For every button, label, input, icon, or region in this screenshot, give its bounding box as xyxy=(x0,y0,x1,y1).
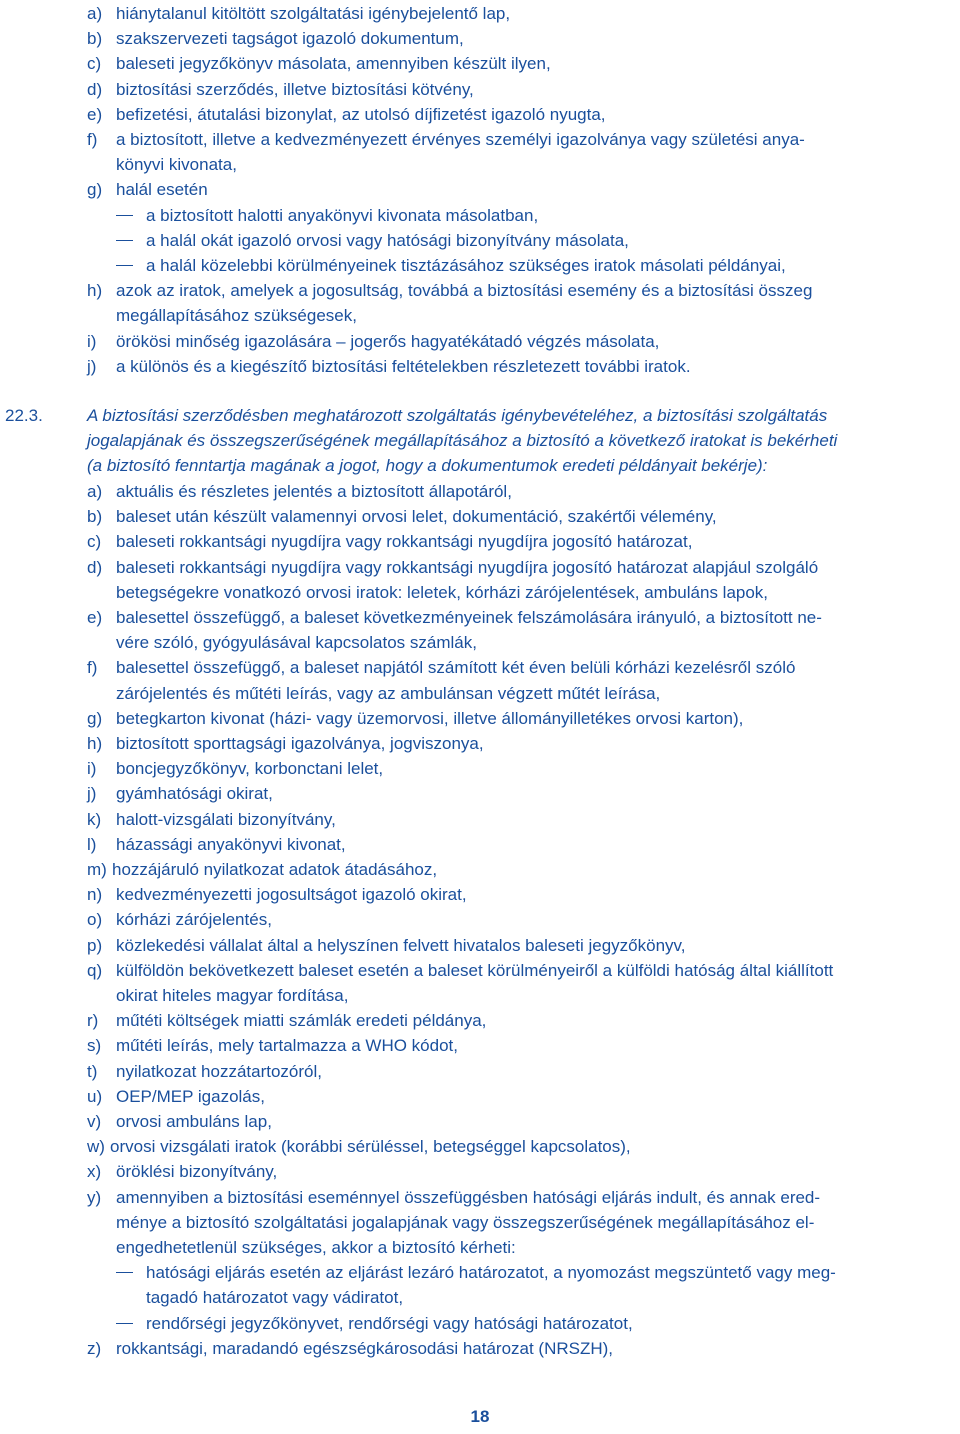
list-item-label: h) xyxy=(87,281,103,301)
list-item-label: v) xyxy=(87,1112,102,1131)
list-item-text: biztosított sporttagsági igazolványa, jogviszonya, xyxy=(116,734,484,753)
list-item-label: h) xyxy=(87,734,103,753)
list-item-text: aktuális és részletes jelentés a biztosított állapotáról, xyxy=(116,482,512,501)
list-item-label: i) xyxy=(87,759,97,779)
list-item-text: baleset után készült valamennyi orvosi lelet, dokumentáció, szakértői vélemény, xyxy=(116,507,717,527)
list-item-text: közlekedési vállalat által a helyszínen felvett hivatalos baleseti jegyzőkönyv, xyxy=(116,935,686,955)
list-item-label: l) xyxy=(87,834,97,854)
list-item-text: orvosi ambuláns lap, xyxy=(116,1112,272,1131)
list-item-label: m) xyxy=(87,860,107,879)
dash-bullet xyxy=(116,265,133,266)
list-item-text: megállapításához szükségesek, xyxy=(116,306,357,326)
list-item-label: p) xyxy=(87,935,103,955)
list-item-label: k) xyxy=(87,809,102,829)
list-item-label: a) xyxy=(87,482,103,501)
list-item-text: biztosítási szerződés, illetve biztosítási kötvény, xyxy=(116,79,474,99)
list-item-text: a biztosított halotti anyakönyvi kivonata másolatban, xyxy=(146,205,539,225)
list-item-text: okirat hiteles magyar fordítása, xyxy=(116,986,349,1005)
list-item-label: d) xyxy=(87,557,103,577)
list-item-label: c) xyxy=(87,532,102,552)
list-item-label: g) xyxy=(87,180,103,200)
list-item-text: hatósági eljárás esetén az eljárást lezáró határozatot, a nyomozást megszüntető vagy meg- xyxy=(146,1263,836,1283)
list-item-text: baleseti rokkantsági nyugdíjra vagy rokkantsági nyugdíjra jogosító határozat alapjául szolgáló xyxy=(116,557,819,577)
list-item-text: OEP/MEP igazolás, xyxy=(116,1086,265,1106)
list-item-text: balesettel összefüggő, a baleset napjától számított két éven belüli kórházi kezelésről szóló xyxy=(116,658,796,678)
list-item-label: u) xyxy=(87,1086,103,1106)
list-item-label: s) xyxy=(87,1036,102,1056)
list-item-text: rokkantsági, maradandó egészségkárosodási határozat (NRSZH), xyxy=(116,1338,614,1358)
dash-bullet xyxy=(116,240,133,241)
list-item-text: a halál okát igazoló orvosi vagy hatósági bizonyítvány másolata, xyxy=(146,230,629,250)
list-item-label: w) xyxy=(87,1137,105,1157)
intro-line: jogalapjának és összegszerűségének megállapításához a biztosító a következő iratokat is bekérheti xyxy=(87,431,838,451)
list-item-text: baleseti jegyzőkönyv másolata, amennyiben készült ilyen, xyxy=(116,54,551,74)
list-item-label: t) xyxy=(87,1061,98,1081)
list-item-label: z) xyxy=(87,1338,102,1358)
list-item-label: o) xyxy=(87,910,103,930)
list-item-label: q) xyxy=(87,960,103,980)
list-item-label: n) xyxy=(87,885,103,905)
list-item-text: boncjegyzőkönyv, korbonctani lelet, xyxy=(116,759,384,779)
list-item-text: ménye a biztosító szolgáltatási jogalapjának vagy összegszerűségének megállapításához el- xyxy=(116,1212,815,1232)
list-item-text: házassági anyakönyvi kivonat, xyxy=(116,834,346,854)
list-item-text: a biztosított, illetve a kedvezményezett érvényes személyi igazolványa vagy születési anya- xyxy=(116,130,805,149)
list-item-label: j) xyxy=(87,356,97,376)
list-item-text: zárójelentés és műtéti leírás, vagy az ambulánsan végzett műtét leírása, xyxy=(116,683,661,703)
list-item-text: halál esetén xyxy=(116,180,208,200)
list-item-label: i) xyxy=(87,331,97,351)
list-item-text: engedhetetlenül szükséges, akkor a biztosító kérheti: xyxy=(116,1238,516,1257)
section-number: 22.3. xyxy=(5,406,43,425)
list-item-text: betegségekre vonatkozó orvosi iratok: leletek, kórházi zárójelentések, ambuláns lapok, xyxy=(116,582,769,602)
list-item-text: műtéti leírás, mely tartalmazza a WHO kódot, xyxy=(116,1036,458,1056)
list-item-label: j) xyxy=(87,784,97,804)
list-item-text: baleseti rokkantsági nyugdíjra vagy rokkantsági nyugdíjra jogosító határozat, xyxy=(116,532,693,552)
intro-line: A biztosítási szerződésben meghatározott szolgáltatás igénybevételéhez, a biztosítási szolgáltatás xyxy=(87,406,828,425)
list-item-text: amennyiben a biztosítási eseménnyel összefüggésben hatósági eljárás indult, és annak ered- xyxy=(116,1187,821,1207)
list-item-label: r) xyxy=(87,1011,99,1031)
list-item-text: öröklési bizonyítvány, xyxy=(116,1162,278,1182)
list-item-text: tagadó határozatot vagy vádiratot, xyxy=(146,1288,404,1308)
list-item-label: y) xyxy=(87,1187,102,1207)
list-item-text: orvosi vizsgálati iratok (korábbi sérüléssel, betegséggel kapcsolatos), xyxy=(110,1137,631,1157)
list-item-text: vére szóló, gyógyulásával kapcsolatos számlák, xyxy=(116,633,477,653)
list-item-text: örökösi minőség igazolására – jogerős hagyatékátadó végzés másolata, xyxy=(116,331,660,351)
page-number: 18 xyxy=(470,1407,490,1426)
section-intro xyxy=(87,403,959,479)
list-item-label: f) xyxy=(87,658,98,678)
list-item-label: a) xyxy=(87,4,103,23)
list-item-text: betegkarton kivonat (házi- vagy üzemorvosi, illetve állományilletékes orvosi karton), xyxy=(116,708,744,728)
intro-line: (a biztosító fenntartja magának a jogot, hogy a dokumentumok eredeti példányait bekérje): xyxy=(87,456,768,476)
list-item-label: e) xyxy=(87,104,103,124)
list-item-text: hiánytalanul kitöltött szolgáltatási igénybejelentő lap, xyxy=(116,4,511,23)
list-item-label: g) xyxy=(87,708,103,728)
list-item-label: e) xyxy=(87,608,103,627)
list-item-text: hozzájáruló nyilatkozat adatok átadásához, xyxy=(112,860,438,879)
list-item-label: d) xyxy=(87,79,103,99)
list-item-text: nyilatkozat hozzátartozóról, xyxy=(116,1061,322,1081)
list-item-label: c) xyxy=(87,54,102,74)
dash-bullet xyxy=(116,1272,133,1273)
list-item-text: befizetési, átutalási bizonylat, az utolsó díjfizetést igazoló nyugta, xyxy=(116,104,606,124)
dash-bullet xyxy=(116,215,133,216)
list-item-text: a különös és a kiegészítő biztosítási feltételekben részletezett további iratok. xyxy=(116,356,691,376)
list-item-text: a halál közelebbi körülményeinek tisztázásához szükséges iratok másolati példányai, xyxy=(146,256,786,275)
list-item-text: külföldön bekövetkezett baleset esetén a baleset körülményeiről a külföldi hatóság által kiállított xyxy=(116,960,834,980)
list-item-text: rendőrségi jegyzőkönyvet, rendőrségi vagy hatósági határozatot, xyxy=(146,1313,633,1333)
list-item-text: kedvezményezetti jogosultságot igazoló okirat, xyxy=(116,885,467,905)
list-item-text: műtéti költségek miatti számlák eredeti példánya, xyxy=(116,1011,487,1031)
list-item-text: balesettel összefüggő, a baleset következményeinek felszámolására irányuló, a biztosított ne- xyxy=(116,608,822,627)
list-item-label: f) xyxy=(87,130,98,149)
list-item-text: kórházi zárójelentés, xyxy=(116,910,272,930)
list-item-text: azok az iratok, amelyek a jogosultság, továbbá a biztosítási esemény és a biztosítási összeg xyxy=(116,281,813,301)
list-item-text: halott-vizsgálati bizonyítvány, xyxy=(116,809,336,829)
list-item-label: x) xyxy=(87,1162,102,1182)
list-item-label: b) xyxy=(87,29,103,49)
list-item-text: könyvi kivonata, xyxy=(116,155,237,175)
dash-bullet xyxy=(116,1323,133,1324)
list-item-label: b) xyxy=(87,507,103,527)
list-item-text: szakszervezeti tagságot igazoló dokumentum, xyxy=(116,29,464,49)
list-item-text: gyámhatósági okirat, xyxy=(116,784,273,804)
